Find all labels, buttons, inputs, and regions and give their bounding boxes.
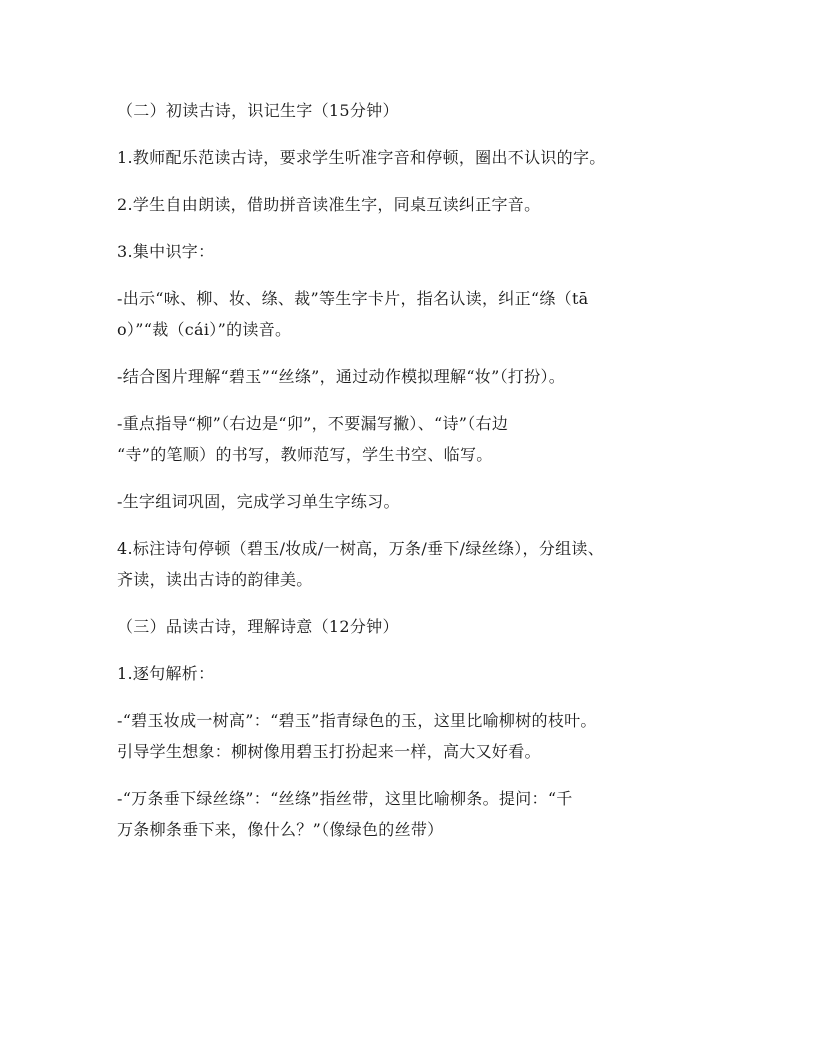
section-heading-first-reading xyxy=(117,95,717,126)
text-line: -出示“咏、柳、妆、绦、裁”等生字卡片，指名认读，纠正“绦（tā xyxy=(117,289,589,308)
text-line: 1.逐句解析： xyxy=(117,664,215,683)
sub-item-jade-line xyxy=(117,705,717,767)
text-line: -“万条垂下绿丝绦”：“丝绦”指丝带，这里比喻柳条。提问：“千 xyxy=(117,789,573,808)
sub-item-ribbon-line xyxy=(117,783,717,845)
list-item-character-learning xyxy=(117,236,717,267)
text-line: （三）品读古诗，理解诗意（12分钟） xyxy=(117,617,399,636)
text-line: 万条柳条垂下来，像什么？”（像绿色的丝带） xyxy=(117,820,444,839)
sub-item-character-cards xyxy=(117,283,717,345)
list-item-teacher-reading xyxy=(117,142,717,173)
sub-item-word-practice xyxy=(117,486,717,517)
text-line: 4.标注诗句停顿（碧玉/妆成/一树高，万条/垂下/绿丝绦），分组读、 xyxy=(117,539,605,558)
list-item-student-reading xyxy=(117,189,717,220)
text-line: 齐读，读出古诗的韵律美。 xyxy=(117,570,313,589)
text-line: -重点指导“柳”（右边是“卯”，不要漏写撇）、“诗”（右边 xyxy=(117,414,509,433)
list-item-line-analysis xyxy=(117,658,717,689)
text-line: o）”“裁（cái）”的读音。 xyxy=(117,320,292,339)
text-line: -结合图片理解“碧玉”“丝绦”，通过动作模拟理解“妆”（打扮）。 xyxy=(117,367,566,386)
sub-item-writing-guidance xyxy=(117,408,717,470)
text-line: 1.教师配乐范读古诗，要求学生听准字音和停顿，圈出不认识的字。 xyxy=(117,148,606,167)
document-body xyxy=(117,95,717,861)
list-item-pause-marking xyxy=(117,533,717,595)
section-heading-meaning xyxy=(117,611,717,642)
text-line: 引导学生想象：柳树像用碧玉打扮起来一样，高大又好看。 xyxy=(117,742,541,761)
text-line: -“碧玉妆成一树高”：“碧玉”指青绿色的玉，这里比喻柳树的枝叶。 xyxy=(117,711,597,730)
sub-item-picture-understanding xyxy=(117,361,717,392)
text-line: “寺”的笔顺）的书写，教师范写，学生书空、临写。 xyxy=(117,445,493,464)
text-line: （二）初读古诗，识记生字（15分钟） xyxy=(117,101,399,120)
text-line: -生字组词巩固，完成学习单生字练习。 xyxy=(117,492,400,511)
text-line: 3.集中识字： xyxy=(117,242,215,261)
text-line: 2.学生自由朗读，借助拼音读准生字，同桌互读纠正字音。 xyxy=(117,195,541,214)
